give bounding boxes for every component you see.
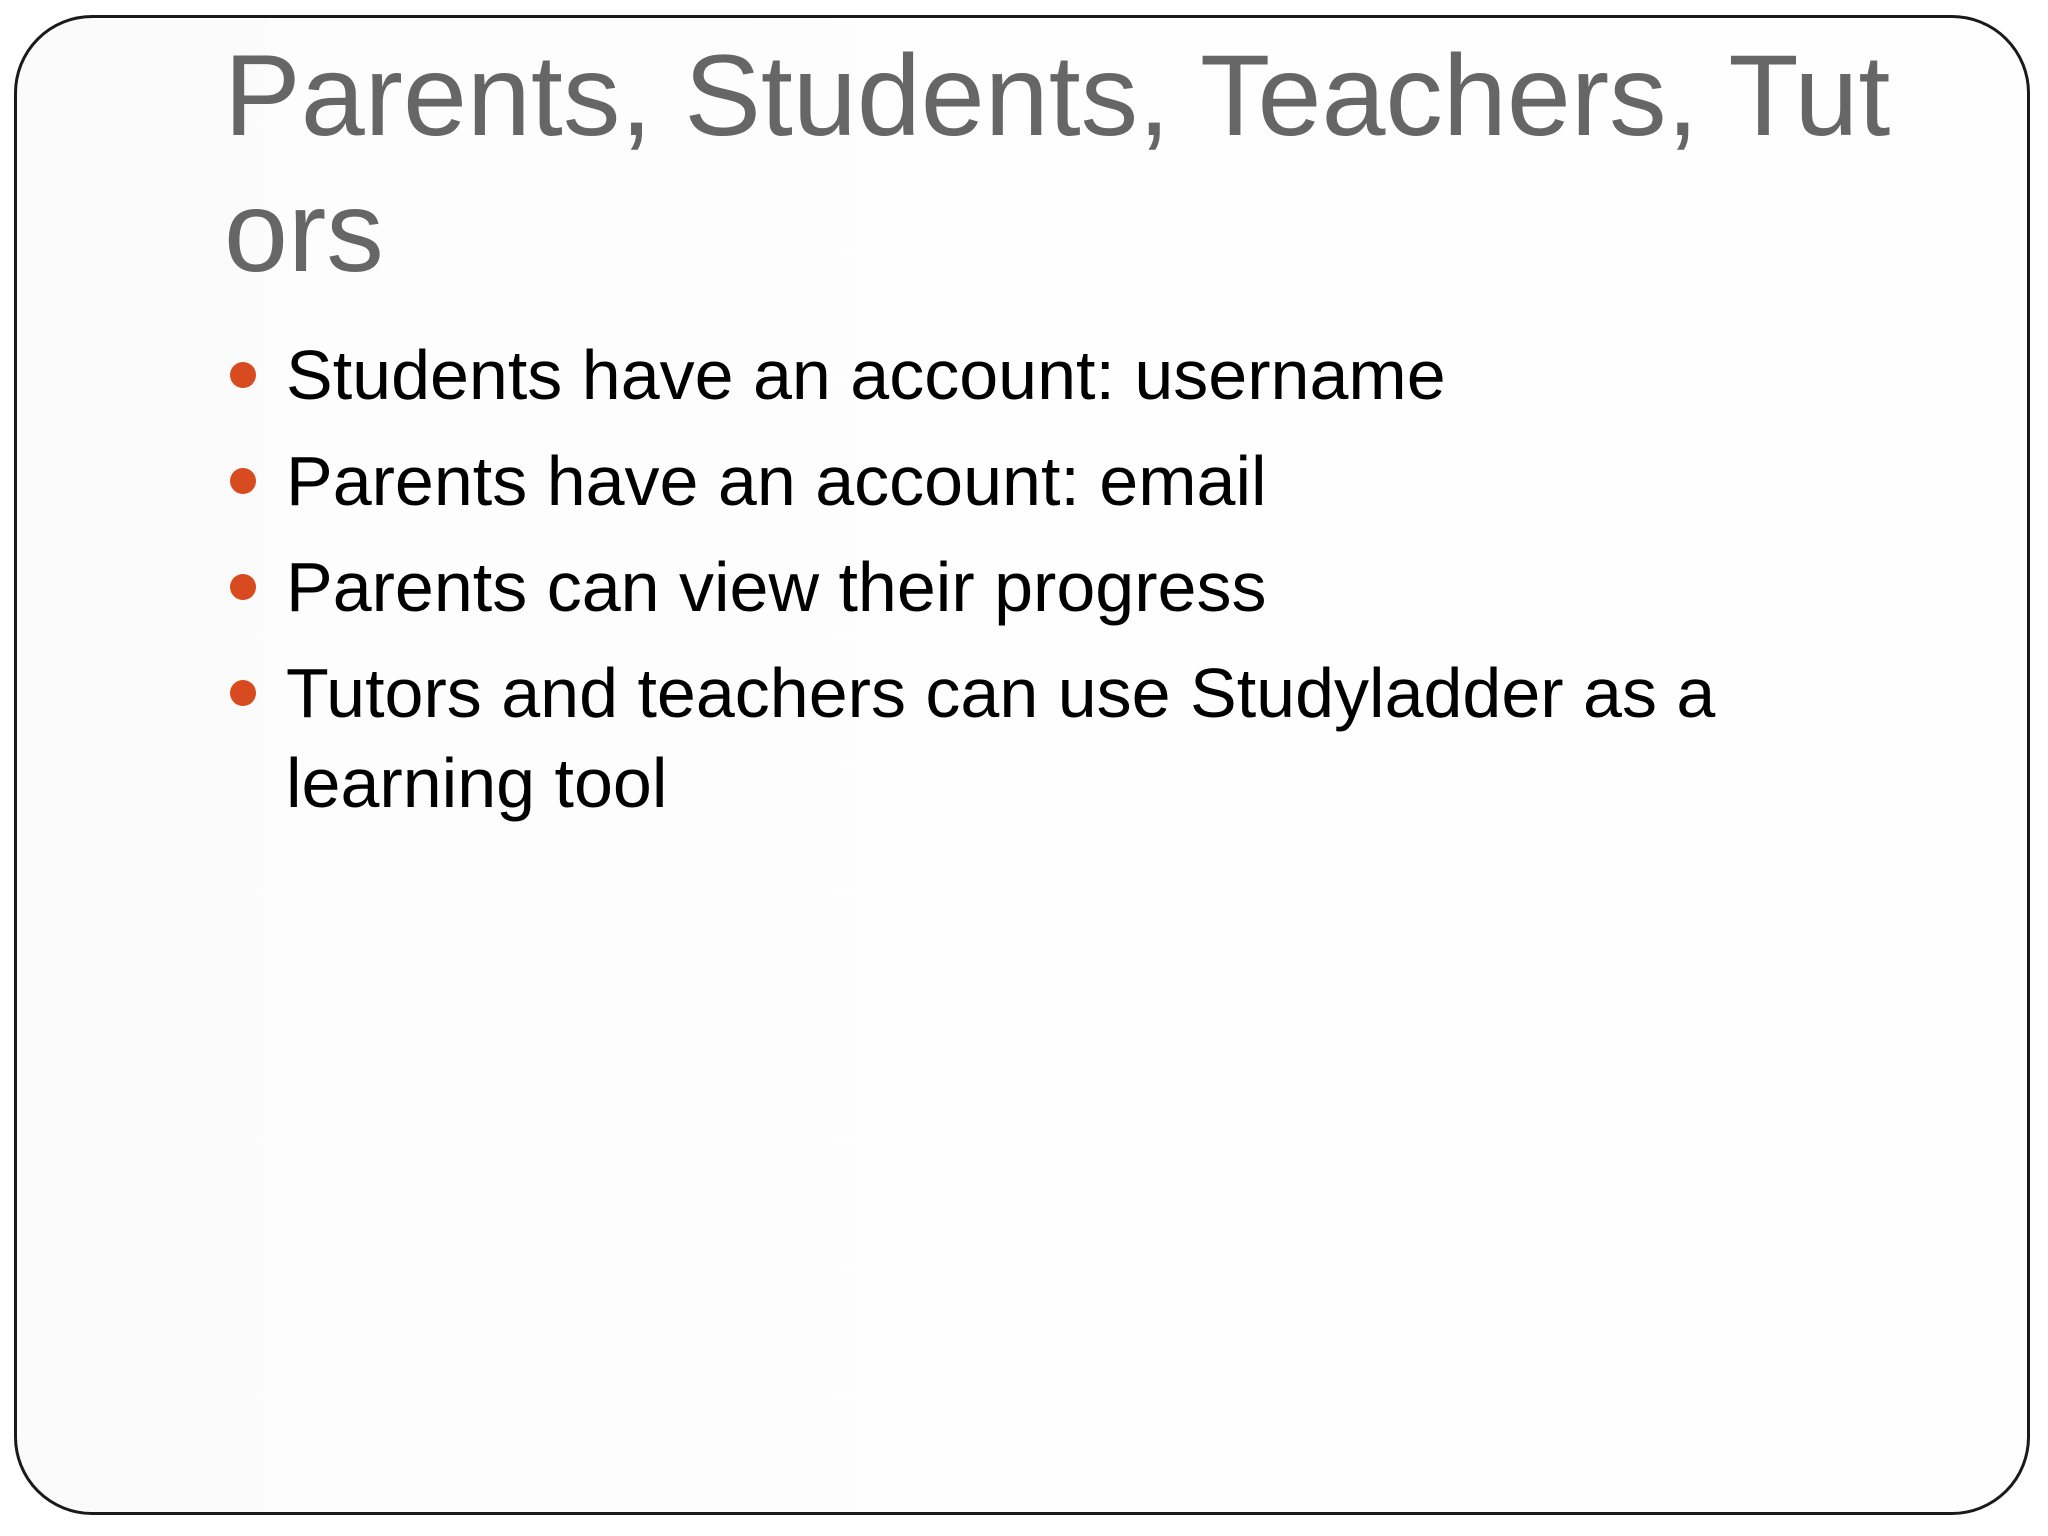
bullet-dot-icon — [230, 468, 256, 494]
bullet-item — [226, 436, 1826, 526]
bullet-dot-icon — [230, 680, 256, 706]
bullet-item — [226, 330, 1826, 420]
bullet-item — [226, 648, 1826, 828]
bullet-text: Parents can view their progress — [286, 548, 1267, 626]
bullet-list — [226, 330, 1826, 844]
bullet-dot-icon — [230, 574, 256, 600]
bullet-text: Students have an account: username — [286, 336, 1446, 414]
bullet-text: Parents have an account: email — [286, 442, 1267, 520]
bullet-text: Tutors and teachers can use Studyladder as a learning tool — [286, 654, 1716, 822]
slide-title: Parents, Students, Teachers, Tutors — [224, 32, 1891, 296]
bullet-item — [226, 542, 1826, 632]
bullet-dot-icon — [230, 362, 256, 388]
